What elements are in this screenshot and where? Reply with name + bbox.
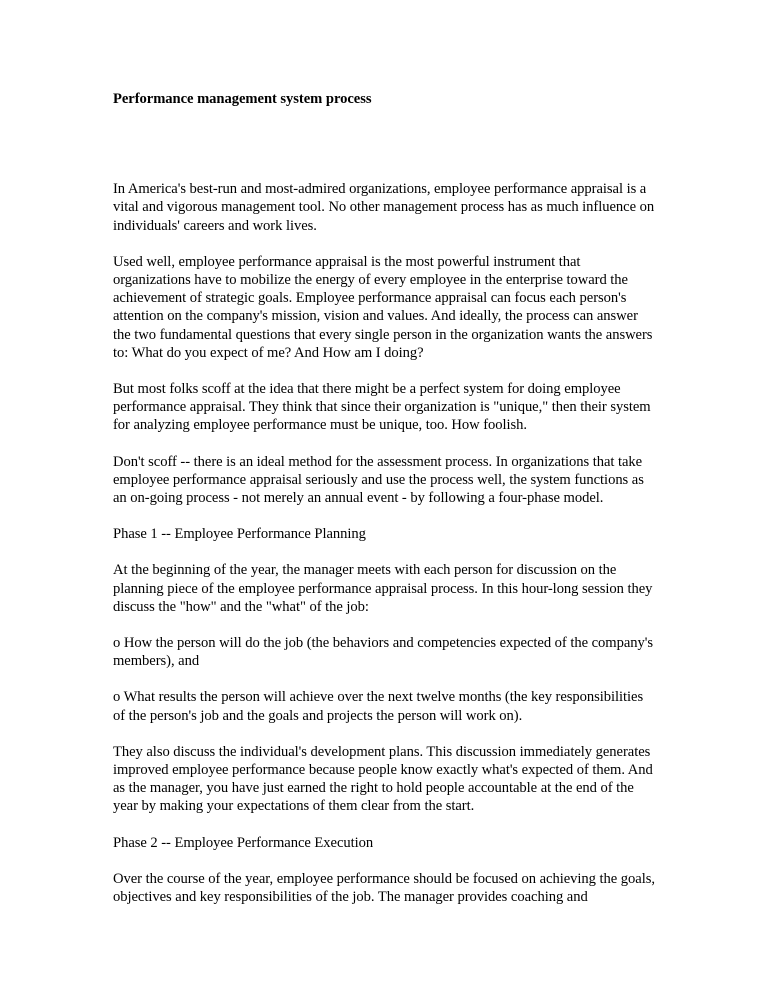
- paragraph-phase-1: At the beginning of the year, the manager meets with each person for discussion on the planning piece of the employee performance appraisal process. In this hour-long session they discuss the "how" and the "what" of the job:: [113, 562, 653, 615]
- phase-1-heading: Phase 1 -- Employee Performance Planning: [113, 526, 366, 543]
- paragraph-intro: In America's best-run and most-admired organizations, employee performance appraisal is a vital and vigorous management tool. No other management process has as much influence on individuals' careers and work lives.: [113, 181, 655, 234]
- spacer: [113, 108, 658, 180]
- list-item-what: o What results the person will achieve over the next twelve months (the key responsibilities of the person's job and the goals and projects the person will work on).: [113, 689, 644, 724]
- paragraph-used-well: Used well, employee performance appraisal is the most powerful instrument that organizations have to mobilize the energy of every employee in the enterprise toward the achievement of strategic goals. Employee performance appraisal can focus each person's attention on the company's mission, vision and values. And ideally, the process can answer the two fundamental questions that every single person in the organization wants the answers to: What do you expect of me? And How am I doing?: [113, 253, 653, 361]
- paragraph-development-plans: They also discuss the individual's development plans. This discussion immediately generates improved employee performance because people know exactly what's expected of them. And as the manager, you have just earned the right to hold people accountable at the end of the year by making your expectations of them clear from the start.: [113, 743, 653, 815]
- phase-2-heading: Phase 2 -- Employee Performance Execution: [113, 834, 374, 851]
- list-item-how: o How the person will do the job (the behaviors and competencies expected of the company's members), and: [113, 635, 653, 670]
- paragraph-phase-2: Over the course of the year, employee performance should be focused on achieving the goals, objectives and key responsibilities of the job. The manager provides coaching and: [113, 870, 655, 906]
- document-body: [113, 90, 658, 906]
- paragraph-scoff: But most folks scoff at the idea that there might be a perfect system for doing employee performance appraisal. They think that since their organization is "unique," then their system for analyzing employee performance must be unique, too. How foolish.: [113, 381, 651, 434]
- paragraph-ideal-method: Don't scoff -- there is an ideal method for the assessment process. In organizations that take employee performance appraisal seriously and use the process well, the system functions as an on-going process - not merely an annual event - by following a four-phase model.: [113, 453, 644, 507]
- document-title: Performance management system process: [113, 91, 372, 107]
